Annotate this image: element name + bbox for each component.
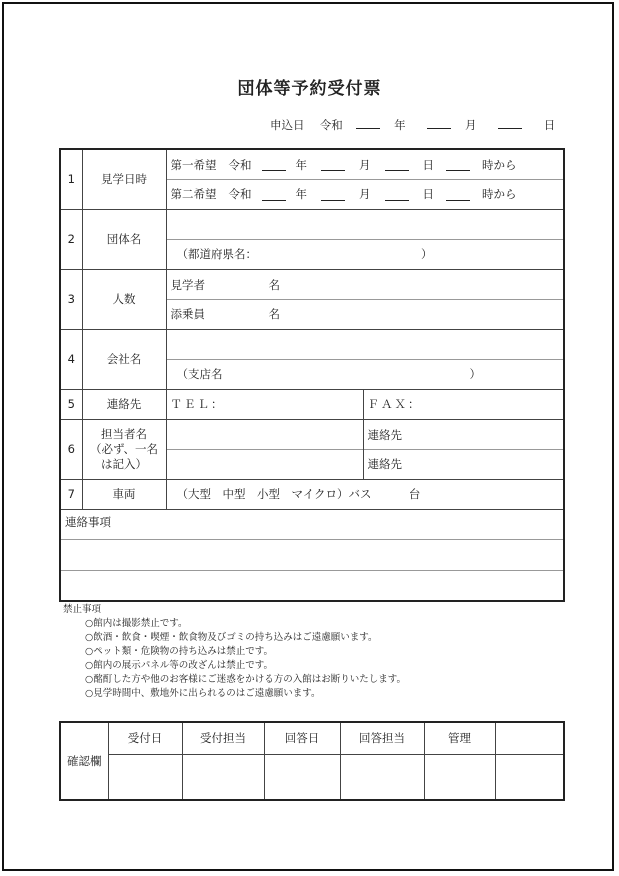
company-name-line[interactable] [167, 330, 564, 359]
escorts-line[interactable] [167, 299, 564, 328]
row-number: 6 [60, 419, 82, 479]
prefecture-line[interactable] [167, 239, 564, 268]
vehicle-types: （大型 中型 小型 マイクロ）バス [176, 487, 372, 501]
month-blank[interactable] [321, 188, 345, 201]
received-date-input[interactable] [108, 754, 182, 800]
day-label: 日 [422, 157, 434, 172]
month-blank[interactable] [321, 158, 345, 171]
day-label: 日 [422, 187, 434, 202]
vehicle-label: 車両 [82, 479, 166, 509]
group-row [60, 209, 564, 269]
notes-cell[interactable] [60, 509, 564, 601]
contact-label: 連絡先 [367, 457, 402, 471]
prohibited-item: ○飲酒・飲食・喫煙・飲食物及びゴミの持ち込みはご遠慮願います。 [85, 632, 378, 643]
person-label [82, 419, 166, 479]
group-name-line[interactable] [167, 210, 564, 239]
replier-header: 回答担当 [340, 722, 424, 754]
row-number: 3 [60, 269, 82, 329]
tel-field[interactable]: ＴＥＬ： [166, 389, 363, 419]
row-number: 2 [60, 209, 82, 269]
person-label-line-2: （必ず、一名 [89, 441, 159, 456]
prohibited-heading: 禁止事項 [63, 604, 102, 615]
management-header: 管理 [424, 722, 495, 754]
person-label-line-1: 担当者名 [101, 426, 147, 441]
person-label-line-3: は記入） [101, 456, 147, 471]
year-blank[interactable] [262, 158, 286, 171]
year-blank[interactable] [356, 116, 380, 129]
branch-line[interactable] [167, 359, 564, 388]
second-choice-label: 第二希望 [170, 187, 217, 202]
contact-label: 連絡先 [82, 389, 166, 419]
notes-label: 連絡事項 [65, 514, 111, 529]
replier-input[interactable] [340, 754, 424, 800]
contact-row [60, 389, 564, 419]
group-label: 団体名 [82, 209, 166, 269]
month-label: 月 [359, 187, 371, 202]
person-name-2[interactable] [167, 449, 363, 478]
page-title: 団体等予約受付票 [237, 79, 382, 99]
month-label: 月 [359, 157, 371, 172]
vehicle-row [60, 479, 564, 509]
company-row [60, 329, 564, 389]
visit-date-cell[interactable] [166, 149, 564, 209]
first-choice-label: 第一希望 [170, 157, 217, 172]
application-date [270, 116, 555, 133]
day-blank[interactable] [385, 188, 409, 201]
hour-blank[interactable] [446, 158, 470, 171]
time-label: 時から [482, 187, 517, 202]
second-choice-line[interactable] [167, 179, 564, 208]
notes-row [60, 509, 564, 601]
vehicle-unit: 台 [408, 487, 421, 501]
contact-label: 連絡先 [367, 427, 402, 442]
unit-label: 名 [268, 307, 280, 321]
people-cell[interactable] [166, 269, 564, 329]
branch-label: （支店名 [176, 367, 223, 381]
vehicle-cell[interactable] [166, 479, 564, 509]
year-label: 年 [394, 118, 406, 132]
application-date-label: 申込日 [270, 118, 305, 132]
reservation-form-table [59, 148, 565, 602]
person-row [60, 419, 564, 479]
group-cell[interactable] [166, 209, 564, 269]
confirmation-input-row [60, 754, 564, 800]
era-label: 令和 [319, 118, 343, 132]
row-number: 4 [60, 329, 82, 389]
received-date-header: 受付日 [108, 722, 182, 754]
people-label: 人数 [82, 269, 166, 329]
vehicle-line[interactable] [167, 486, 564, 502]
month-blank[interactable] [427, 116, 451, 129]
prohibited-item: ○見学時間中、敷地外に出られるのはご遠慮願います。 [85, 688, 321, 699]
receiver-input[interactable] [182, 754, 264, 800]
people-row [60, 269, 564, 329]
confirmation-header-row [60, 722, 564, 754]
person-names-cell[interactable] [166, 419, 363, 479]
visit-date-row [60, 149, 564, 209]
prohibited-item: ○酩酊した方や他のお客様にご迷惑をかける方の入館はお断りいたします。 [85, 674, 407, 685]
fax-field[interactable]: ＦＡＸ： [363, 389, 564, 419]
visit-date-label: 見学日時 [82, 149, 166, 209]
company-cell[interactable] [166, 329, 564, 389]
prohibited-item: ○館内は撮影禁止です。 [85, 618, 188, 629]
close-paren: ） [469, 367, 481, 381]
person-contact-2[interactable] [364, 449, 564, 478]
day-blank[interactable] [385, 158, 409, 171]
row-number: 1 [60, 149, 82, 209]
prohibited-item: ○ペット類・危険物の持ち込みは禁止です。 [85, 646, 274, 657]
confirmation-label: 確認欄 [60, 722, 108, 800]
row-number: 5 [60, 389, 82, 419]
time-label: 時から [482, 157, 517, 172]
era-label: 令和 [228, 157, 252, 172]
prohibited-section [63, 603, 406, 701]
era-label: 令和 [228, 187, 252, 202]
blank-input[interactable] [495, 754, 564, 800]
notes-line-2[interactable] [61, 570, 563, 600]
notes-line-1[interactable] [61, 539, 563, 570]
visitors-line[interactable] [167, 270, 564, 299]
day-blank[interactable] [498, 116, 522, 129]
management-input[interactable] [424, 754, 495, 800]
escorts-label: 添乗員 [170, 307, 205, 321]
first-choice-line[interactable] [167, 150, 564, 179]
prohibited-item: ○館内の展示パネル等の改ざんは禁止です。 [85, 660, 274, 671]
day-label: 日 [543, 118, 556, 132]
year-label: 年 [295, 157, 307, 172]
confirmation-table [59, 721, 565, 801]
year-blank[interactable] [262, 188, 286, 201]
year-label: 年 [295, 187, 307, 202]
blank-header [495, 722, 564, 754]
close-paren: ） [421, 247, 433, 261]
person-contact-1[interactable] [364, 420, 564, 449]
prefecture-label: （都道府県名： [176, 247, 257, 261]
reply-date-input[interactable] [264, 754, 340, 800]
person-contacts-cell[interactable] [363, 419, 564, 479]
company-label: 会社名 [82, 329, 166, 389]
month-label: 月 [464, 118, 477, 132]
hour-blank[interactable] [446, 188, 470, 201]
receiver-header: 受付担当 [182, 722, 264, 754]
person-name-1[interactable] [167, 420, 363, 449]
unit-label: 名 [268, 277, 280, 292]
visitors-label: 見学者 [170, 277, 205, 292]
reply-date-header: 回答日 [264, 722, 340, 754]
row-number: 7 [60, 479, 82, 509]
